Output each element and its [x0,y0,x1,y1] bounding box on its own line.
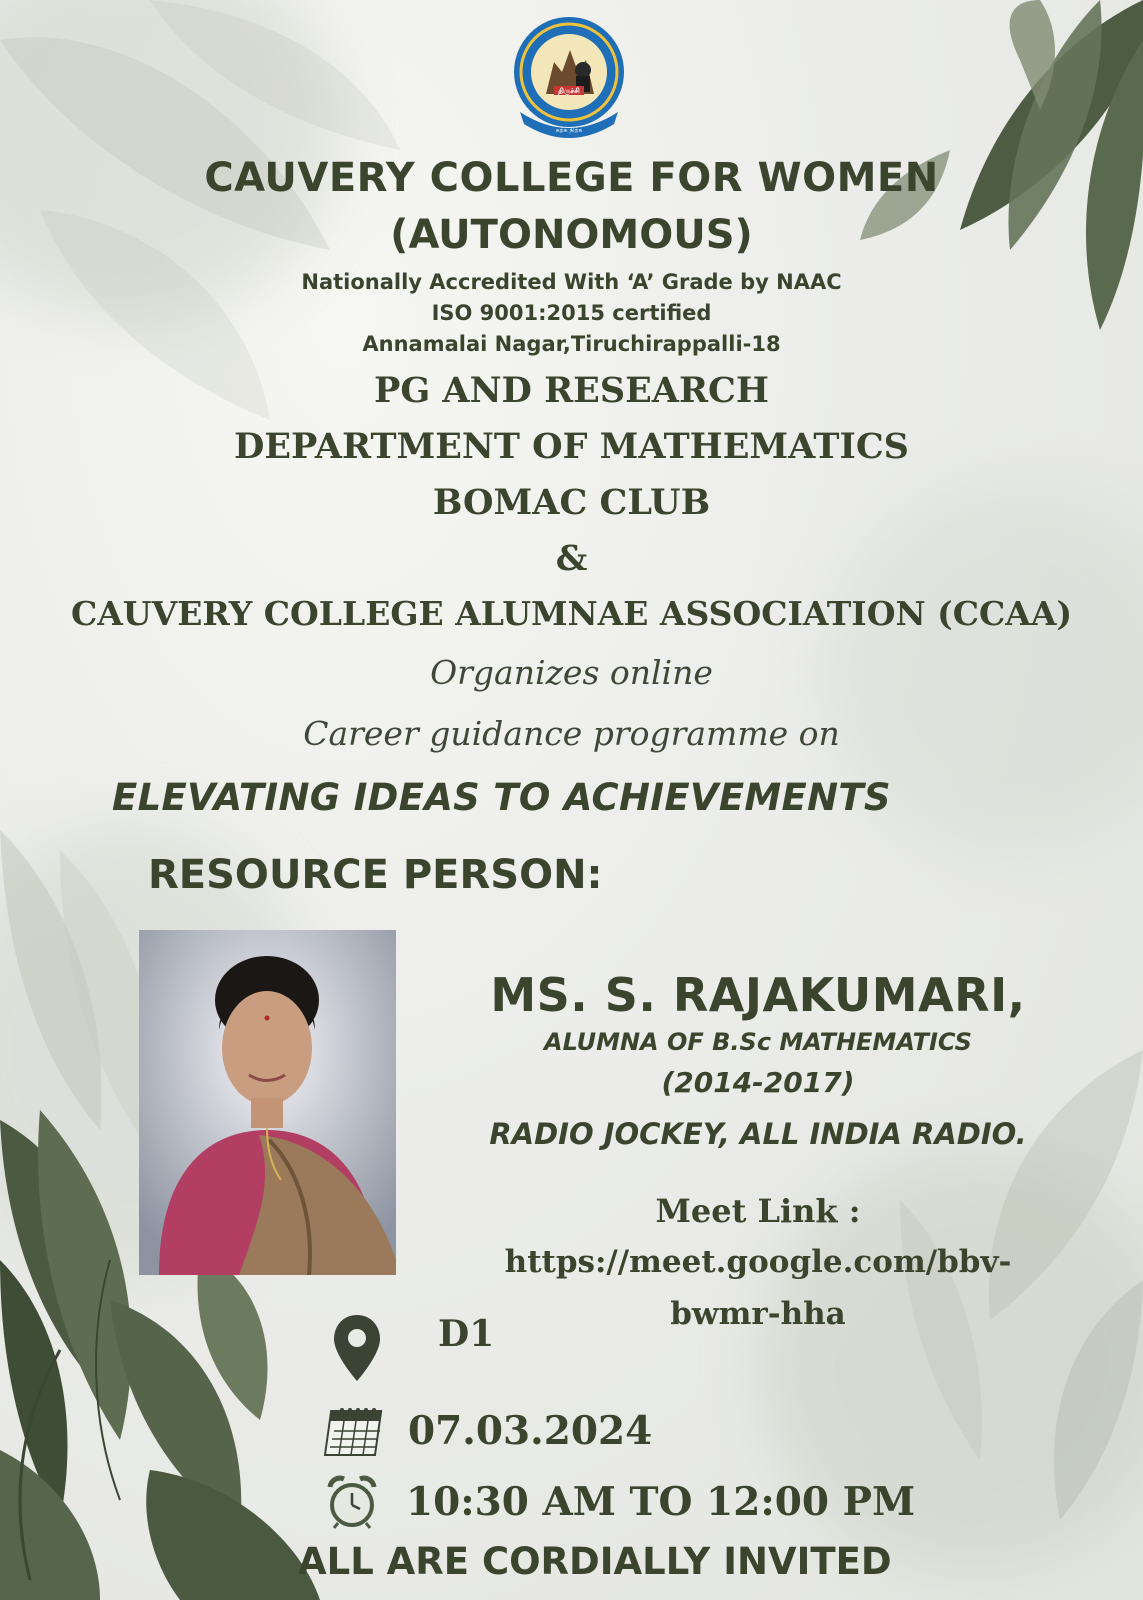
alarm-clock-icon [326,1475,378,1529]
resource-heading: RESOURCE PERSON: [148,852,603,898]
organizer-line-1: PG AND RESEARCH [374,370,769,411]
map-pin-icon [332,1313,382,1383]
college-address: Annamalai Nagar,Tiruchirappalli-18 [362,332,781,356]
college-name: CAUVERY COLLEGE FOR WOMEN [204,155,939,201]
meet-label: Meet Link : [655,1192,861,1230]
organizer-line-2: DEPARTMENT OF MATHEMATICS [234,426,909,467]
date-row [324,1405,652,1457]
venue-row [332,1313,494,1383]
event-intro-2: Career guidance programme on [303,714,840,753]
time-row [326,1475,915,1529]
time-text: 10:30 AM TO 12:00 PM [406,1479,916,1525]
calendar-icon [324,1405,386,1457]
college-logo [510,14,628,144]
college-status: (AUTONOMOUS) [390,212,753,258]
organizer-line-4: CAUVERY COLLEGE ALUMNAE ASSOCIATION (CCAA) [70,594,1073,633]
resource-years: (2014-2017) [661,1066,855,1099]
college-accreditation: Nationally Accredited With ‘A’ Grade by NAAC [301,270,842,294]
logo-banner-text: திருச்சி [558,87,580,95]
event-title: ELEVATING IDEAS TO ACHIEVEMENTS [112,776,891,819]
resource-name: MS. S. RAJAKUMARI, [490,968,1026,1022]
date-text: 07.03.2024 [408,1408,653,1454]
logo-motto: கற்க நிற்க [555,127,583,134]
resource-role: RADIO JOCKEY, ALL INDIA RADIO. [489,1117,1027,1151]
organizer-line-3: BOMAC CLUB [432,482,711,523]
resource-alumna: ALUMNA OF B.Sc MATHEMATICS [544,1028,972,1056]
resource-person-photo [139,930,396,1275]
meet-link-line-1[interactable]: https://meet.google.com/bbv- [504,1244,1012,1280]
college-iso: ISO 9001:2015 certified [431,301,712,325]
meet-link-line-2[interactable]: bwmr-hha [670,1296,846,1332]
venue-text: D1 [438,1313,495,1355]
organizer-ampersand: & [555,538,588,579]
footer-invitation: ALL ARE CORDIALLY INVITED [298,1540,892,1583]
event-intro-1: Organizes online [430,653,713,692]
